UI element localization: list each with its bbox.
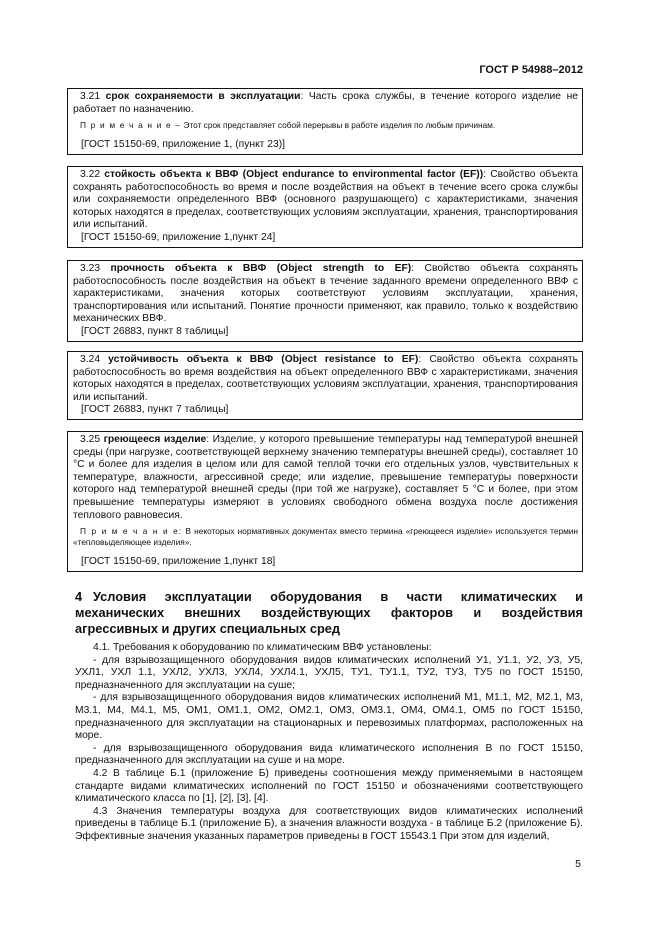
term-note	[73, 120, 578, 131]
note-text: Этот срок представляет собой перерывы в работе изделия по любым причинам.	[181, 120, 496, 131]
term-note	[73, 526, 578, 548]
term-box-3-24	[67, 351, 583, 420]
term-reference: [ГОСТ 26883, пункт 7 таблицы]	[81, 404, 229, 416]
term-definition	[73, 263, 578, 326]
term-box-3-21	[67, 88, 583, 155]
section-body	[75, 642, 583, 844]
term-text: : Часть срока службы, в течение которого изделие не работает по назначению.	[73, 91, 578, 115]
term-text: : Изделие, у которого превышение температуры над температурой внешней среды (при нагрузке, соответствующей верхнему значению температуры внешней среды), составляет 10 °С и более для изделия в целом или для самой теплой точки его отдельных узлов, чувствительных к температуре, влажности, агрессивной среде; или изделие, превышение температуры поверхности которого над температурой внешней среды (при той же нагрузке), составляет 5 °С и более, при этом превышение температуры измеряют в условиях свободного обмена воздуха после достижения теплового равновесия.	[73, 434, 578, 521]
term-number: 3.21	[80, 91, 101, 102]
paragraph: - для взрывозащищенного оборудования видов климатических исполнений У1, У1.1, У2, У3, У5, УХЛ1, УХЛ 1.1, УХЛ2, УХЛ3, УХЛ4, УХЛ4.1, УХЛ5, ТУ1, ТУ1.1, ТУ2, ТУ3, ТУ5 по ГОСТ 15150, предназначенного для эксплуатации на суше;	[75, 654, 583, 691]
term-title: прочность объекта к ВВФ (Object strength to EF)	[110, 263, 412, 274]
page-number: 5	[575, 858, 581, 870]
term-title: устойчивость объекта к ВВФ (Object resistance to EF)	[108, 354, 419, 365]
term-reference: [ГОСТ 15150-69, приложение 1,пункт 18]	[81, 556, 276, 568]
term-box-3-22	[67, 166, 583, 248]
note-label: П р и м е ч а н и е:	[80, 526, 183, 537]
term-title: греющееся изделие	[103, 434, 207, 445]
term-text: : Свойство объекта сохранять работоспособность во время и после воздействия на объект в течение всего срока службы или сохраняемости определенного ВВФ (основного разрушающего) с характеристиками, значения которых находятся в пределах, соответствующих условиям эксплуатации, хранения, транспортирования или испытаний.	[73, 169, 578, 231]
paragraph: 4.2 В таблице Б.1 (приложение Б) приведены соотношения между применяемыми в настоящем стандарте видами климатических исполнений по ГОСТ 15150 и обозначениями соответствующего климатического класса по [1], [2], [3], [4].	[75, 767, 583, 805]
term-reference: [ГОСТ 15150-69, приложение 1,пункт 24]	[81, 231, 276, 243]
term-definition	[73, 434, 578, 522]
paragraph: 4.1. Требования к оборудованию по климатическим ВВФ установлены:	[93, 642, 432, 653]
term-definition	[73, 91, 578, 116]
paragraph: 4.3 Значения температуры воздуха для соответствующих видов климатических исполнений приведены в таблице Б.1 (приложение Б), а значения влажности воздуха - в таблице Б.2 (приложение Б). Эффективные значения указанных параметров приведены в ГОСТ 15543.1 При этом для изделий,	[75, 805, 583, 842]
section-title: Условия эксплуатации оборудования в части климатических и механических внешних воздействующих факторов и воздействия агрессивных и других специальных сред	[75, 589, 583, 636]
term-title: срок сохраняемости в эксплуатации	[105, 91, 301, 102]
section-heading	[75, 589, 583, 637]
section-number: 4	[75, 589, 83, 604]
term-number: 3.23	[80, 263, 101, 274]
term-text: : Свойство объекта сохранять работоспособность после воздействия на объект в течение заданного времени определенного ВВФ с характеристиками, значения которых соответствуют условиям эксплуатации, хранения, транспортирования или испытаний. Понятие прочности применяют, как правило, только к воздействию механических ВВФ.	[73, 263, 578, 325]
note-label: П р и м е ч а н и е –	[80, 120, 182, 131]
term-title: стойкость объекта к ВВФ (Object endurance to environmental factor (EF))	[104, 169, 484, 180]
paragraph: - для взрывозащищенного оборудования видов климатических исполнений М1, М1.1, М2, М2.1, М3, М3.1, М4, М4.1, М5, ОМ1, ОМ1.1, ОМ2, ОМ2.1, ОМ3, ОМ3.1, ОМ4, ОМ4.1, ОМ5 по ГОСТ 15150, предназначенного для эксплуатации на стационарных и перевозимых платформах, расположенных на море.	[75, 692, 583, 742]
paragraph: - для взрывозащищенного оборудования вида климатического исполнения В по ГОСТ 15150, предназначенного для эксплуатации на суше и на море.	[75, 742, 583, 767]
term-number: 3.24	[80, 354, 101, 365]
note-text: В некоторых нормативных документах вместо термина «греющееся изделие» используется термин «тепловыделяющее изделия».	[73, 526, 578, 548]
document-code: ГОСТ Р 54988–2012	[479, 64, 583, 76]
term-reference: [ГОСТ 26883, пункт 8 таблицы]	[81, 325, 229, 337]
term-reference: [ГОСТ 15150-69, приложение 1, (пункт 23)]	[81, 139, 286, 151]
term-number: 3.22	[80, 169, 101, 180]
term-number: 3.25	[80, 434, 101, 445]
term-definition	[73, 354, 578, 404]
term-box-3-23	[67, 260, 583, 342]
term-text: : Свойство объекта сохранять работоспособность во время воздействия на объект определенного ВВФ с характеристиками, значения которых находятся в пределах, соответствующих условиям эксплуатации, хранения, транспортирования или испытаний.	[73, 354, 578, 403]
term-definition	[73, 169, 578, 232]
term-box-3-25	[67, 431, 583, 572]
